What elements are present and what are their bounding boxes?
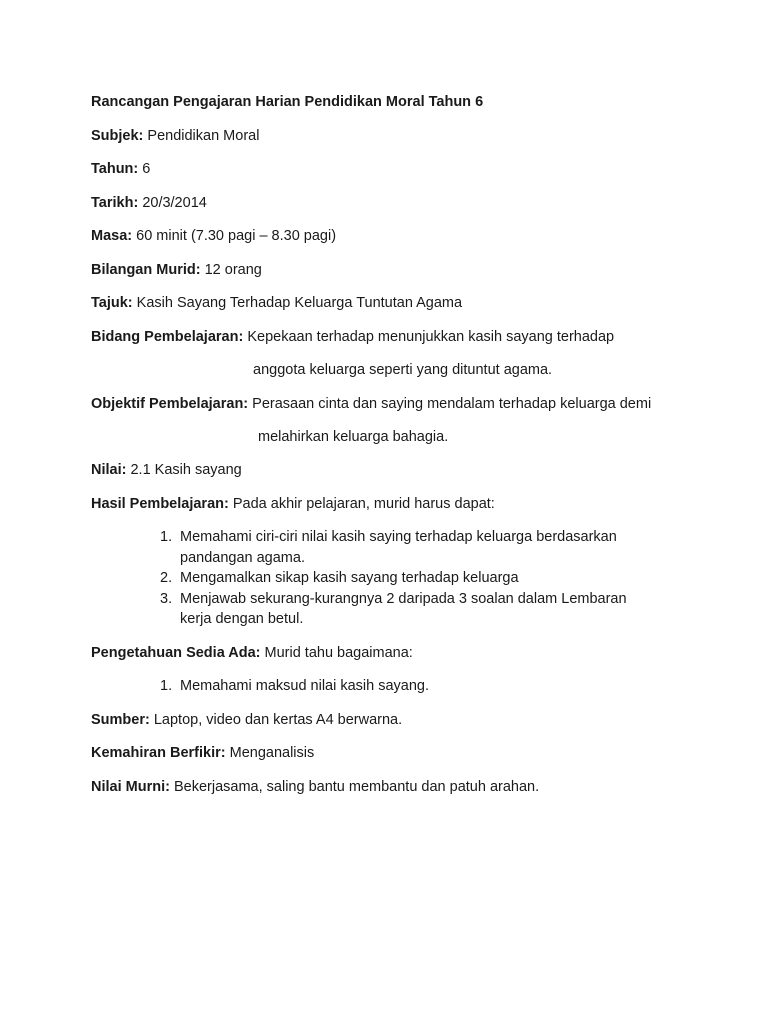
field-label: Kemahiran Berfikir: [91,745,226,761]
list-item [160,676,429,697]
list-item-text: Mengamalkan sikap kasih sayang terhadap keluarga [180,570,519,586]
field-bidang-pembelajaran [91,328,614,346]
field-value: 2.1 Kasih sayang [130,462,242,478]
field-label: Bilangan Murid: [91,262,201,278]
field-value: Menganalisis [229,745,315,761]
list-item [160,589,627,630]
field-nilai-murni [91,778,539,796]
field-value: Bekerjasama, saling bantu membantu dan patuh arahan. [173,779,540,795]
list-number: 2. [160,570,173,586]
field-objektif-pembelajaran [91,395,651,413]
field-label: Tajuk: [91,295,133,311]
list-item-text-cont: pandangan agama. [180,549,305,566]
field-value: 12 orang [204,262,262,278]
field-label: Sumber: [91,712,150,728]
field-value: Pendidikan Moral [147,128,260,144]
field-label: Hasil Pembelajaran: [91,496,229,512]
field-value: 60 minit (7.30 pagi – 8.30 pagi) [136,228,337,244]
field-value: 6 [142,161,151,177]
field-value: Kepekaan terhadap menunjukkan kasih sayang terhadap [247,329,615,345]
field-value: 20/3/2014 [142,195,207,211]
field-label: Tahun: [91,161,139,177]
field-bidang-pembelajaran-cont: anggota keluarga seperti yang dituntut agama. [253,362,553,378]
pengetahuan-list [160,676,429,697]
field-pengetahuan-sedia-ada [91,644,413,662]
field-tajuk [91,294,462,312]
list-item [160,568,627,589]
list-number: 1. [160,678,173,694]
document-title: Rancangan Pengajaran Harian Pendidikan Moral Tahun 6 [91,94,484,110]
list-number: 3. [160,590,173,607]
list-item-text: Memahami ciri-ciri nilai kasih saying terhadap keluarga berdasarkan [180,529,617,545]
field-objektif-pembelajaran-cont: melahirkan keluarga bahagia. [258,429,449,445]
field-value: Laptop, video dan kertas A4 berwarna. [153,712,403,728]
list-item-text-cont: kerja dengan betul. [180,611,304,627]
hasil-pembelajaran-list [160,527,627,630]
list-number: 1. [160,529,173,545]
field-nilai [91,461,242,479]
field-label: Subjek: [91,128,144,144]
field-label: Nilai: [91,462,127,478]
list-item-text: Menjawab sekurang-kurangnya 2 daripada 3 soalan dalam Lembaran [180,590,627,607]
field-value: Perasaan cinta dan saying mendalam terhadap keluarga demi [252,396,652,412]
field-tarikh [91,194,207,212]
field-label: Tarikh: [91,195,139,211]
field-label: Pengetahuan Sedia Ada: [91,645,261,661]
field-hasil-pembelajaran [91,495,495,513]
list-item-text: Memahami maksud nilai kasih sayang. [180,678,430,694]
field-masa [91,227,336,245]
field-value: Murid tahu bagaimana: [264,645,413,661]
field-label: Bidang Pembelajaran: [91,329,244,345]
field-kemahiran-berfikir [91,744,314,762]
list-item [160,527,627,568]
field-sumber [91,711,402,729]
field-value: Kasih Sayang Terhadap Keluarga Tuntutan Agama [136,295,463,311]
field-label: Objektif Pembelajaran: [91,396,249,412]
field-label: Nilai Murni: [91,779,170,795]
field-subjek [91,127,259,145]
field-value: Pada akhir pelajaran, murid harus dapat: [232,496,495,512]
field-bilangan-murid [91,261,262,279]
field-tahun [91,160,150,178]
field-label: Masa: [91,228,133,244]
